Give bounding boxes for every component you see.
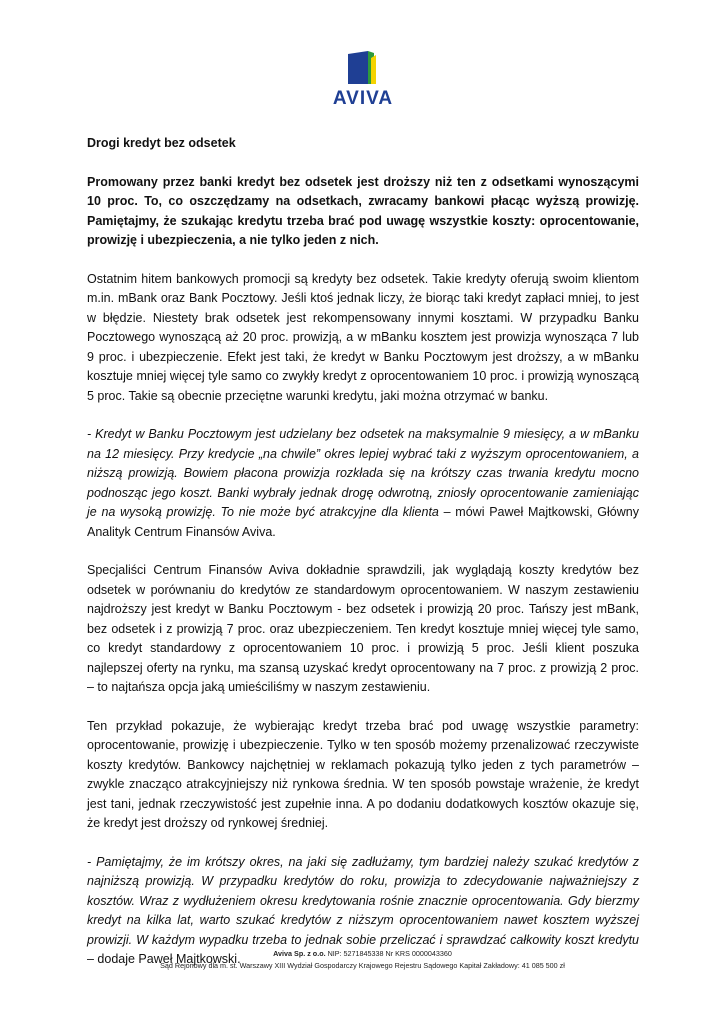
- footer-line-2: Sąd Rejonowy dla m. st. Warszawy XIII Wydział Gospodarczy Krajowego Rejestru Sądowego Kapitał Zakładowy: 41 085 500 zł: [160, 961, 565, 970]
- article: [87, 134, 639, 989]
- quote-2-attribution: – dodaje Paweł Majtkowski.: [87, 952, 241, 966]
- page-footer: [0, 948, 725, 972]
- logo-wordmark: AVIVA: [332, 88, 394, 109]
- quote-1-text: - Kredyt w Banku Pocztowym jest udzielany bez odsetek na maksymalnie 9 miesięcy, a w mBanku na 12 miesięcy. Przy kredycie „na chwile” okres lepiej wybrać taki z wyższym oprocentowaniem, a niższą prowizją. Bowiem płacona prowizja rozkłada się na krótszy czas trwania kredytu mocno podnosząc jego koszt. Banki wybrały jednak drogę odwrotną, zniosły oprocentowanie zamieniając je na wysoką prowizję. To nie może być atrakcyjne dla klienta: [87, 427, 639, 519]
- footer-line-1: [0, 948, 725, 960]
- footer-ids: NIP: 5271845338 Nr KRS 0000043360: [325, 949, 452, 958]
- aviva-logo-mark-icon: [346, 50, 380, 84]
- footer-company: Aviva Sp. z o.o.: [273, 949, 326, 958]
- article-lead: Promowany przez banki kredyt bez odsetek jest droższy niż ten z odsetkami wynoszącymi 10 proc. To, co oszczędzamy na odsetkach, zwracamy bankowi płacąc wyższą prowizję. Pamiętajmy, że szukając kredytu trzeba brać pod uwagę wszystkie koszty: oprocentowanie, prowizję i ubezpieczenia, a nie tylko jeden z nich.: [87, 174, 639, 247]
- quote-1: [87, 425, 639, 542]
- paragraph-1: Ostatnim hitem bankowych promocji są kredyty bez odsetek. Takie kredyty oferują swoim klientom m.in. mBank oraz Bank Pocztowy. Jeśli ktoś jednak liczy, że biorąc taki kredyt zapłaci mniej, to jest w błędzie. Niestety brak odsetek jest rekompensowany innymi kosztami. W przypadku Banku Pocztowego wynoszącą aż 20 proc. prowizją, a w mBanku kosztem jest prowizja wynosząca 7 lub 9 proc. i ubezpieczenie. Efekt jest taki, że kredyt w Banku Pocztowym jest droższy, a w mBanku kosztuje mniej więcej tyle samo co zwykły kredyt z oprocentowaniem 10 proc. i prowizją wynoszącą 5 proc. Takie są obecnie przeciętne warunki kredytu, jaki można otrzymać w banku.: [87, 271, 639, 403]
- quote-1-attribution: – mówi Paweł Majtkowski, Główny Analityk Centrum Finansów Aviva.: [87, 505, 639, 539]
- aviva-logo: [318, 50, 408, 114]
- quote-2-text: - Pamiętajmy, że im krótszy okres, na jaki się zadłużamy, tym bardziej należy szukać kredytów z najniższą prowizją. W przypadku kredytów do roku, prowizja to zdecydowanie najważniejszy z kosztów. Wraz z wydłużeniem okresu kredytowania rośnie znacznie oprocentowania. Gdy bierzmy kredyt na kilka lat, warto szukać kredytów z niższym oprocentowaniem nawet kosztem wyższej prowizji. W każdym wypadku trzeba to jednak sobie przeliczać i sprawdzać całkowity koszt kredytu: [87, 854, 639, 947]
- paragraph-2: Specjaliści Centrum Finansów Aviva dokładnie sprawdzili, jak wyglądają koszty kredytów bez odsetek w porównaniu do kredytów ze standardowym oprocentowaniem. W naszym zestawieniu najdroższy jest kredyt w Banku Pocztowym - bez odsetek i prowizją 20 proc. Tańszy jest mBank, bez odsetek i z prowizją 7 proc. oraz ubezpieczeniem. Ten kredyt kosztuje mniej więcej tyle samo, co kredyt standardowy z oprocentowaniem 10 proc. i prowizją 5 proc. Jeśli klient poszuka najlepszej oferty na rynku, ma szansą uzyskać kredyt oprocentowany na 7 proc. z prowizją 2 proc. – to najtańsza opcja jaką umieściliśmy w naszym zestawieniu.: [87, 563, 639, 694]
- paragraph-3: Ten przykład pokazuje, że wybierając kredyt trzeba brać pod uwagę wszystkie parametry: oprocentowanie, prowizję i ubezpieczenie. Tylko w ten sposób możemy przenalizować rzeczywiste koszty kredytów. Bankowcy najchętniej w reklamach pokazują tylko jeden z tych parametrów – zwykle znacząco atrakcyjniejszy niż rynkowa średnia. W ten sposób powstaje wrażenie, że kredyt jest tani, jednak rzeczywistość jest zupełnie inna. A po dodaniu dodatkowych kosztów okazuje się, że kredyt jest droższy od rynkowej średniej.: [87, 718, 639, 830]
- article-title: Drogi kredyt bez odsetek: [87, 136, 236, 150]
